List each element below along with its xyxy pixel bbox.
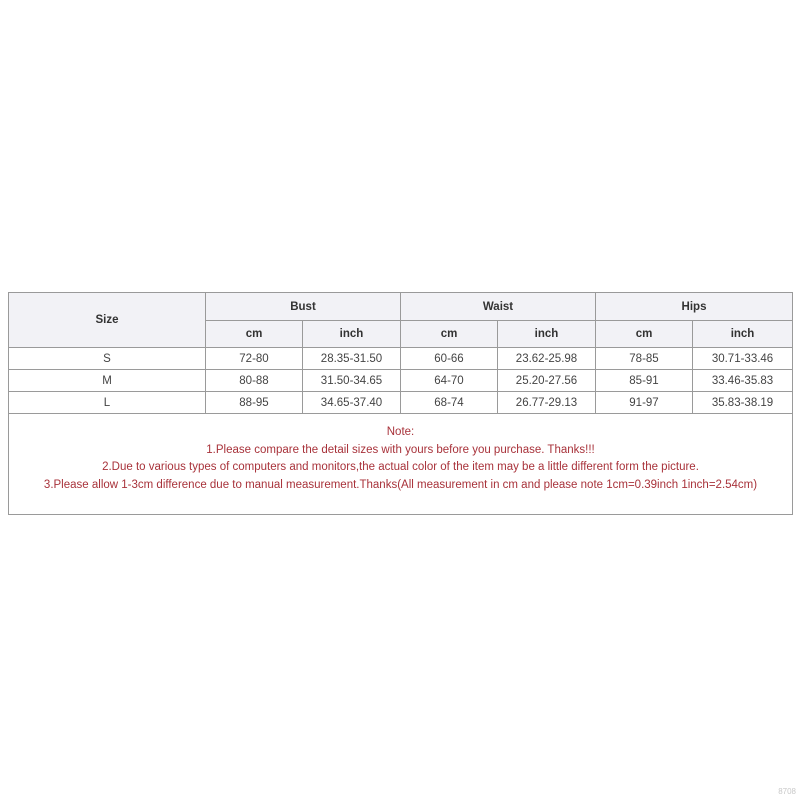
waist-cm-cell: 64-70: [401, 370, 498, 392]
size-cell: M: [9, 370, 206, 392]
note-title: Note:: [386, 426, 415, 438]
table-row: [9, 392, 793, 414]
bust-inch-cell: 34.65-37.40: [303, 392, 401, 414]
bust-inch-cell: 28.35-31.50: [303, 348, 401, 370]
note-line-1: 1.Please compare the detail sizes with yours before you purchase. Thanks!!!: [206, 443, 595, 456]
waist-cm-cell: 60-66: [401, 348, 498, 370]
hips-header: Hips: [596, 293, 793, 321]
hips-inch-cell: 35.83-38.19: [693, 392, 793, 414]
size-chart-table: [8, 292, 793, 515]
size-cell: S: [9, 348, 206, 370]
hips-inch-cell: 30.71-33.46: [693, 348, 793, 370]
waist-inch-cell: 25.20-27.56: [498, 370, 596, 392]
note-row: [9, 414, 793, 515]
bust-cm-cell: 88-95: [206, 392, 303, 414]
waist-cm-header: cm: [401, 321, 498, 348]
note-cell: [9, 414, 793, 515]
size-cell: L: [9, 392, 206, 414]
note-line-3: 3.Please allow 1-3cm difference due to manual measurement.Thanks(All measurement in cm and please note 1cm=0.39inch 1inch=2.54cm): [43, 478, 758, 491]
bust-inch-header: inch: [303, 321, 401, 348]
bust-cm-header: cm: [206, 321, 303, 348]
table-row: [9, 370, 793, 392]
note-line-2: 2.Due to various types of computers and monitors,the actual color of the item may be a little different form the picture.: [102, 461, 699, 473]
waist-inch-cell: 26.77-29.13: [498, 392, 596, 414]
hips-cm-cell: 78-85: [596, 348, 693, 370]
bust-header: Bust: [206, 293, 401, 321]
hips-cm-cell: 91-97: [596, 392, 693, 414]
waist-inch-cell: 23.62-25.98: [498, 348, 596, 370]
hips-cm-cell: 85-91: [596, 370, 693, 392]
hips-inch-cell: 33.46-35.83: [693, 370, 793, 392]
hips-inch-header: inch: [693, 321, 793, 348]
bust-cm-cell: 80-88: [206, 370, 303, 392]
watermark: 8708: [778, 787, 796, 796]
bust-inch-cell: 31.50-34.65: [303, 370, 401, 392]
table-row: [9, 348, 793, 370]
header-row-groups: [9, 293, 793, 321]
waist-header: Waist: [401, 293, 596, 321]
waist-cm-cell: 68-74: [401, 392, 498, 414]
size-header: Size: [9, 293, 206, 348]
bust-cm-cell: 72-80: [206, 348, 303, 370]
waist-inch-header: inch: [498, 321, 596, 348]
hips-cm-header: cm: [596, 321, 693, 348]
